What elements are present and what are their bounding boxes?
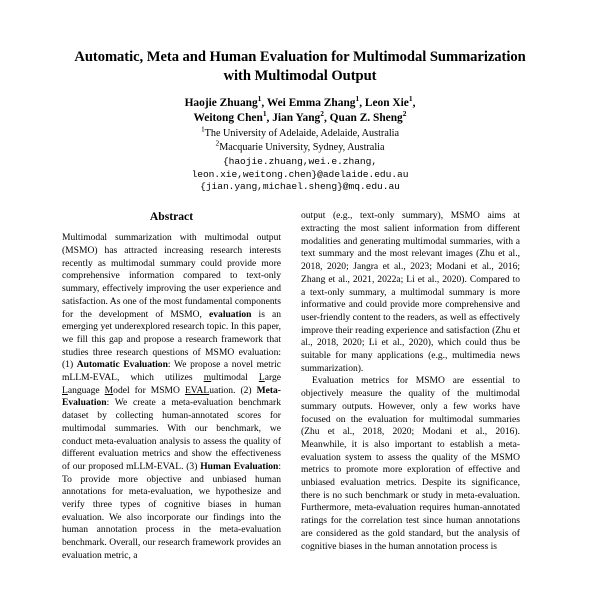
author-line-1: Haojie Zhuang$^1$, Wei Emma Zhang$^1$, Leon Xie$^1$, (184, 94, 416, 109)
author-emails (62, 156, 538, 195)
two-column-body (0, 210, 600, 562)
affiliation-2: $^2$Macquarie University, Sydney, Australia (215, 138, 385, 153)
introduction-paragraph-1: output (e.g., text-only summary), MSMO aims at extracting the most salient information from different modalities and generating multimodal summaries, with a text summary and the most relevant images (Zhu et al., 2018, 2020; Jangra et al., 2023; Modani et al., 2016; Zhang et al., 2021, 2022a; Li et al., 2020). Compared to a text-only summary, a multimodal summary is more informative and could provide more comprehensive and user-friendly content to the readers, as well as effectively improve their reading experience and satisfaction (Zhu et al., 2018, 2020; Li et al., 2020), which could thus be suitable for many applications (e.g., multimedia news summarization). (301, 210, 520, 374)
affiliation-list (62, 124, 538, 154)
page-title: Automatic, Meta and Human Evaluation for Multimodal Summarization with Multimodal Output (74, 49, 526, 84)
introduction-column (301, 210, 520, 553)
email-line-3: {jian.yang,michael.sheng}@mq.edu.au (200, 181, 400, 193)
author-list (62, 96, 538, 126)
affiliation-1: $^1$The University of Adelaide, Adelaide, Australia (200, 124, 400, 140)
introduction-paragraph-2: Evaluation metrics for MSMO are essential to objectively measure the quality of the multimodal summary outputs. However, only a few works have focused on the evaluation for multimodal summaries (Zhu et al., 2018, 2020; Modani et al., 2016). Meanwhile, it is also important to establish a meta-evaluation system to assess the quality of the MSMO metrics to promote more exploration of effective and unbiased evaluation metrics. Despite its significance, there is no such benchmark or study in meta-evaluation. Furthermore, meta-evaluation requires human-annotated ratings for the correlation test since human annotations are considered as the gold standard, but the analysis of cognitive biases in the human annotation process is (301, 375, 520, 552)
email-line-1: {haojie.zhuang,wei.e.zhang, (222, 155, 378, 167)
email-line-2: leon.xie,weitong.chen}@adelaide.edu.au (191, 168, 409, 180)
abstract-body: Multimodal summarization with multimodal output (MSMO) has attracted increasing research interests recently as multimodal summary could provide more comprehensive information compared to text-only summary, effectively improving the user experience and satisfaction. As one of the most fundamental components for the development of MSMO, evaluation is an emerging yet underexplored research topic. In this paper, we fill this gap and propose a research framework that studies three research questions of MSMO evaluation: (1) Automatic Evaluation: We propose a novel metric mLLM-EVAL, which utilizes multimodal Large Language Model for MSMO EVALuation. (2) Meta-Evaluation: We create a meta-evaluation benchmark dataset by collecting human-annotated scores for multimodal summaries. With our benchmark, we conduct meta-evaluation analysis to assess the quality of different evaluation metrics and show the effectiveness of our proposed mLLM-EVAL. (3) Human Evaluation: To provide more objective and unbiased human annotations for meta-evaluation, we hypothesize and verify three types of cognitive biases in human evaluation. We also incorporate our findings into the human annotation process in the meta-evaluation benchmark. Overall, our research framework provides an evaluation metric, a (62, 232, 281, 561)
author-line-2: Weitong Chen$^1$, Jian Yang$^2$, Quan Z. Sheng$^2$ (193, 109, 407, 125)
abstract-column (62, 210, 281, 562)
paper-masthead (0, 0, 600, 194)
abstract-heading: Abstract (149, 210, 194, 224)
